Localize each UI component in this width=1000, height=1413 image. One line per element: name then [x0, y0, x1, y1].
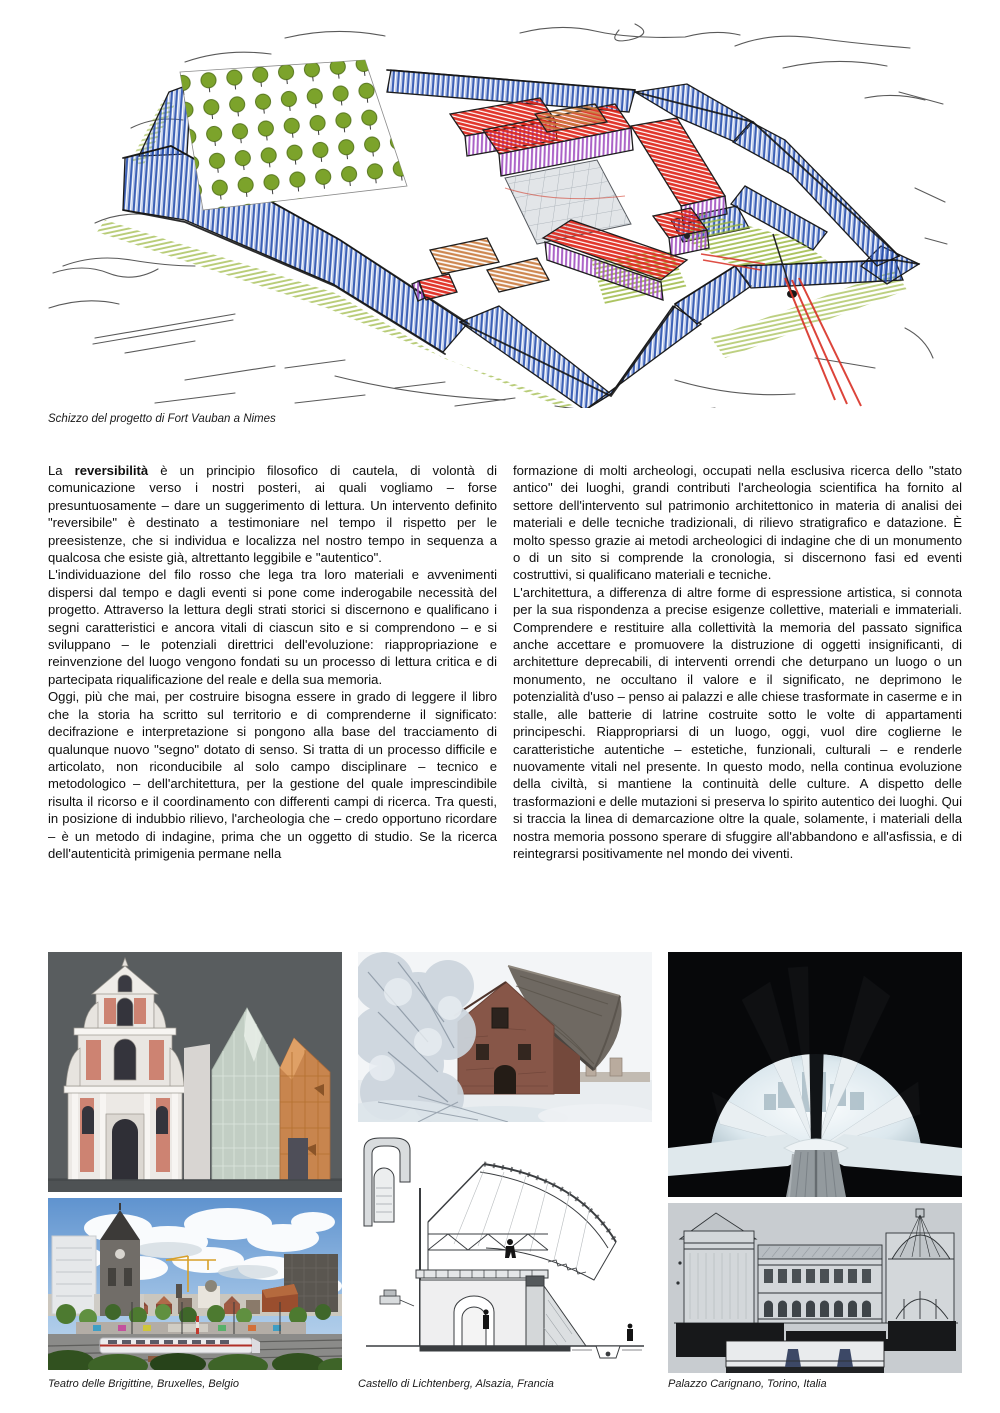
brussels-cityscape-photo — [48, 1198, 342, 1370]
caption-brigittine: Teatro delle Brigittine, Bruxelles, Belgio — [48, 1378, 239, 1390]
figure-column-brigittine — [48, 952, 342, 1373]
brigittine-elevation-image — [48, 952, 342, 1192]
link-panel — [184, 1044, 210, 1180]
article-body — [48, 462, 962, 862]
article-column-right — [513, 462, 962, 862]
orchard-trees — [180, 60, 407, 210]
caption-carignano: Palazzo Carignano, Torino, Italia — [668, 1378, 827, 1390]
lead-pre: La — [48, 463, 75, 478]
lichtenberg-section-drawing — [358, 1130, 652, 1370]
lead-term: reversibilità — [74, 463, 149, 478]
central-facade — [758, 1245, 882, 1323]
figure-grid — [48, 952, 962, 1373]
train — [100, 1338, 260, 1353]
paragraph-1 — [48, 462, 497, 566]
caption-row — [48, 1378, 962, 1390]
figure-column-carignano — [668, 952, 962, 1373]
stone-column — [786, 1150, 846, 1197]
sketch-caption: Schizzo del progetto di Fort Vauban a Nimes — [48, 413, 276, 425]
caption-lichtenberg: Castello di Lichtenberg, Alsazia, Francia — [358, 1378, 554, 1390]
figure-column-lichtenberg — [358, 952, 652, 1373]
paragraph-5: L'architettura, a differenza di altre forme di espressione artistica, si connota per la sua rispondenza a precise esigenze collettive, materiali e immateriali. Comprendere e restituire alla collettività la memoria del passato significa anche accettare e promuovere la distruzione di oggetti insignificanti, di architetture deprecabili, di interventi orrendi che deturpano un luogo o un monumento, ne occultano il valore e il significato, ne deprimono le potenzialità d'uso – penso ai palazzi e alle chiese trasformate in caserme e in stalle, alle batterie di latrine costruite sotto le volte di appartamenti principeschi. Riappropriarsi di un luogo, oggi, vuol dire coglierne le caratteristiche autentiche – estetiche, funzionali, culturali – e renderle nuovamente vitali nel presente. In questo modo, nella continua evoluzione della civiltà, si mantiene la continuità delle culture. A dispetto delle trasformazioni e delle mutazioni si preserva lo spirito autentico dei luoghi. Qui si traccia la linea di demarcazione oltre la quale, solamente, i materiali della nostra memoria possono sperare di sfuggire all'abbandono e all'asfissia, e di reintegrarsi positivamente nel mondo dei viventi. — [513, 584, 962, 861]
fort-vauban-sketch-illustration — [35, 8, 965, 408]
paragraph-3: Oggi, più che mai, per costruire bisogna essere in grado di leggere il libro che la storia ha scritto sul territorio e di comprenderne il significato: decifrazione e interpretazione si pongono alla base del tracciamento di qualunque nuovo "segno" dotato di senso. Si tratta di un processo difficile e articolato, non riconducibile al solo campo disciplinare – tecnico e metodologico – dell'architettura, per la gestione del quale imprescindibile risulta il ricorso e il coordinamento con differenti campi di ricerca. Tra questi, in posizione di indubbio rilievo, l'archeologia che – credo opportuno ricordare – è un metodo di indagine, prima che un oggetto di studio. Se la ricerca dell'autenticità primigenia permane nella — [48, 689, 497, 861]
carignano-dome-photo — [668, 952, 962, 1197]
carignano-section-drawing — [668, 1203, 962, 1373]
fort-sketch-figure — [35, 8, 965, 408]
frost-trees — [358, 952, 476, 1122]
lichtenberg-castle-photo — [358, 952, 652, 1122]
paragraph-2: L'individuazione del filo rosso che lega tra loro materiali e avvenimenti dispersi dal tempo e dagli eventi si pone come inderogabile necessità del progetto. Attraverso la lettura degli strati storici si discernono e qualificano i segni caratteristici e ancora vitali di ciascun sito e si comprendono – e si sviluppano – le potenziali direttrici dell'evoluzione: riappropriazione e reinvenzione del luogo vengono fondati su un processo di lettura critica e di partecipata riqualificazione del reale e della sua memoria. — [48, 567, 497, 687]
paragraph-4: formazione di molti archeologi, occupati nella esclusiva ricerca dello "stato antico" dei luoghi, grandi contributi l'archeologia scientifica ha fornito al settore dell'intervento sul patrimonio architettonico in materia di analisi dei materiali e delle tecniche tradizionali, di rilievo stratigrafico e datazione. È molto spesso grazie ai metodi archeologici di indagine che di un monumento o di un sito si comprende la cronologia, si discernono fasi ed eventi costruttivi, si qualificano materiali e tecniche. — [513, 463, 962, 583]
lead-rest: è un principio filosofico di cautela, di volontà di comunicazione verso i nostri posteri, ai quali vogliamo – forse presuntuosamente – dare un suggerimento di lettura. Un intervento definito "reversibile" è destinato a testimoniare nel tempo il rispetto per le preesistenze, che si individua e localizza nel nostro tempo in sequenza a qualcosa che esiste già, altrettanto leggibile e "autentico". — [48, 463, 497, 566]
article-column-left — [48, 462, 497, 862]
